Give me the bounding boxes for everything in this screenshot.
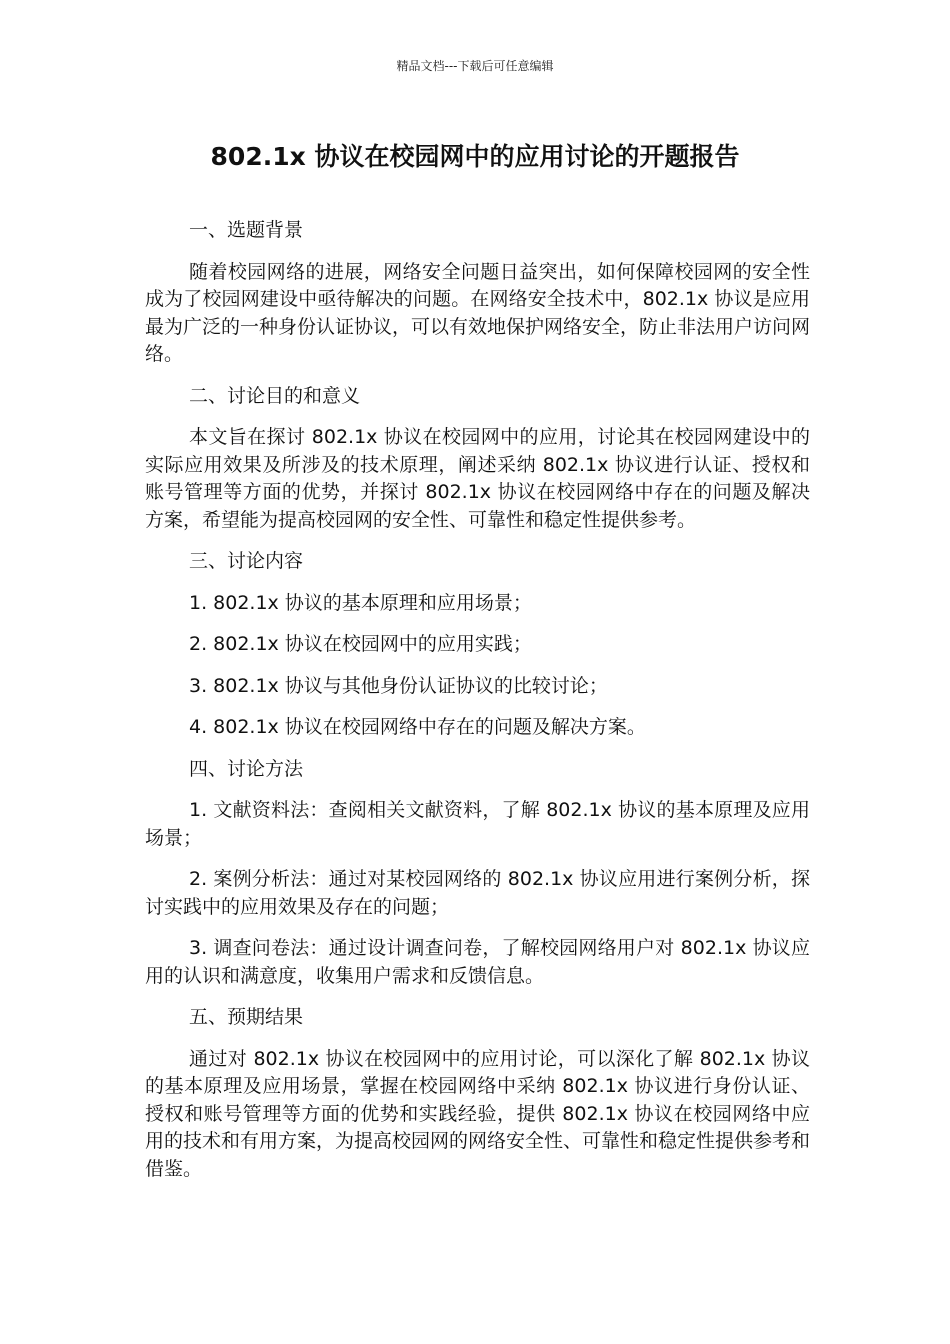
document-body [145, 217, 810, 1197]
section-heading-results: 五、预期结果 [189, 1006, 304, 1028]
paragraph-background: 随着校园网络的进展，网络安全问题日益突出，如何保障校园网的安全性成为了校园网建设中亟待解决的问题。在网络安全技术中，802.1x 协议是应用最为广泛的一种身份认证协议，可以有效地保护网络安全，防止非法用户访问网络。 [145, 260, 811, 365]
section-heading-methods: 四、讨论方法 [189, 757, 304, 780]
list-item-method-2: 2. 案例分析法：通过对某校园网络的 802.1x 协议应用进行案例分析，探讨实践中的应用效果及存在的问题； [145, 868, 810, 918]
section-heading-purpose: 二、讨论目的和意义 [189, 384, 361, 407]
section-heading-background: 一、选题背景 [189, 219, 304, 241]
list-item-method-3: 3. 调查问卷法：通过设计调查问卷，了解校园网络用户对 802.1x 协议应用的认识和满意度，收集用户需求和反馈信息。 [145, 937, 810, 987]
list-item-content-3: 3. 802.1x 协议与其他身份认证协议的比较讨论； [189, 674, 608, 697]
list-item-content-2: 2. 802.1x 协议在校园网中的应用实践； [189, 633, 532, 655]
list-item-content-4: 4. 802.1x 协议在校园网络中存在的问题及解决方案。 [189, 716, 646, 738]
list-item-method-1: 1. 文献资料法：查阅相关文献资料，了解 802.1x 协议的基本原理及应用场景； [145, 799, 810, 849]
paragraph-results: 通过对 802.1x 协议在校园网中的应用讨论，可以深化了解 802.1x 协议的基本原理及应用场景，掌握在校园网络中采纳 802.1x 协议进行身份认证、授权和账号管理等方面的优势和实践经验，提供 802.1x 协议在校园网络中应用的技术和有用方案，为提高校园网的网络安全性、可靠性和稳定性提供参考和借鉴。 [145, 1047, 811, 1180]
list-item-content-1: 1. 802.1x 协议的基本原理和应用场景； [189, 591, 532, 614]
section-heading-content: 三、讨论内容 [189, 550, 304, 572]
header-note: 精品文档---下载后可任意编辑 [396, 59, 554, 73]
document-title: 802.1x 协议在校园网中的应用讨论的开题报告 [210, 142, 740, 171]
paragraph-purpose: 本文旨在探讨 802.1x 协议在校园网中的应用，讨论其在校园网建设中的实际应用效果及所涉及的技术原理，阐述采纳 802.1x 协议进行认证、授权和账号管理等方面的优势，并探讨 802.1x 协议在校园网络中存在的问题及解决方案，希望能为提高校园网的安全性、可靠性和稳定性提供参考。 [145, 426, 810, 531]
